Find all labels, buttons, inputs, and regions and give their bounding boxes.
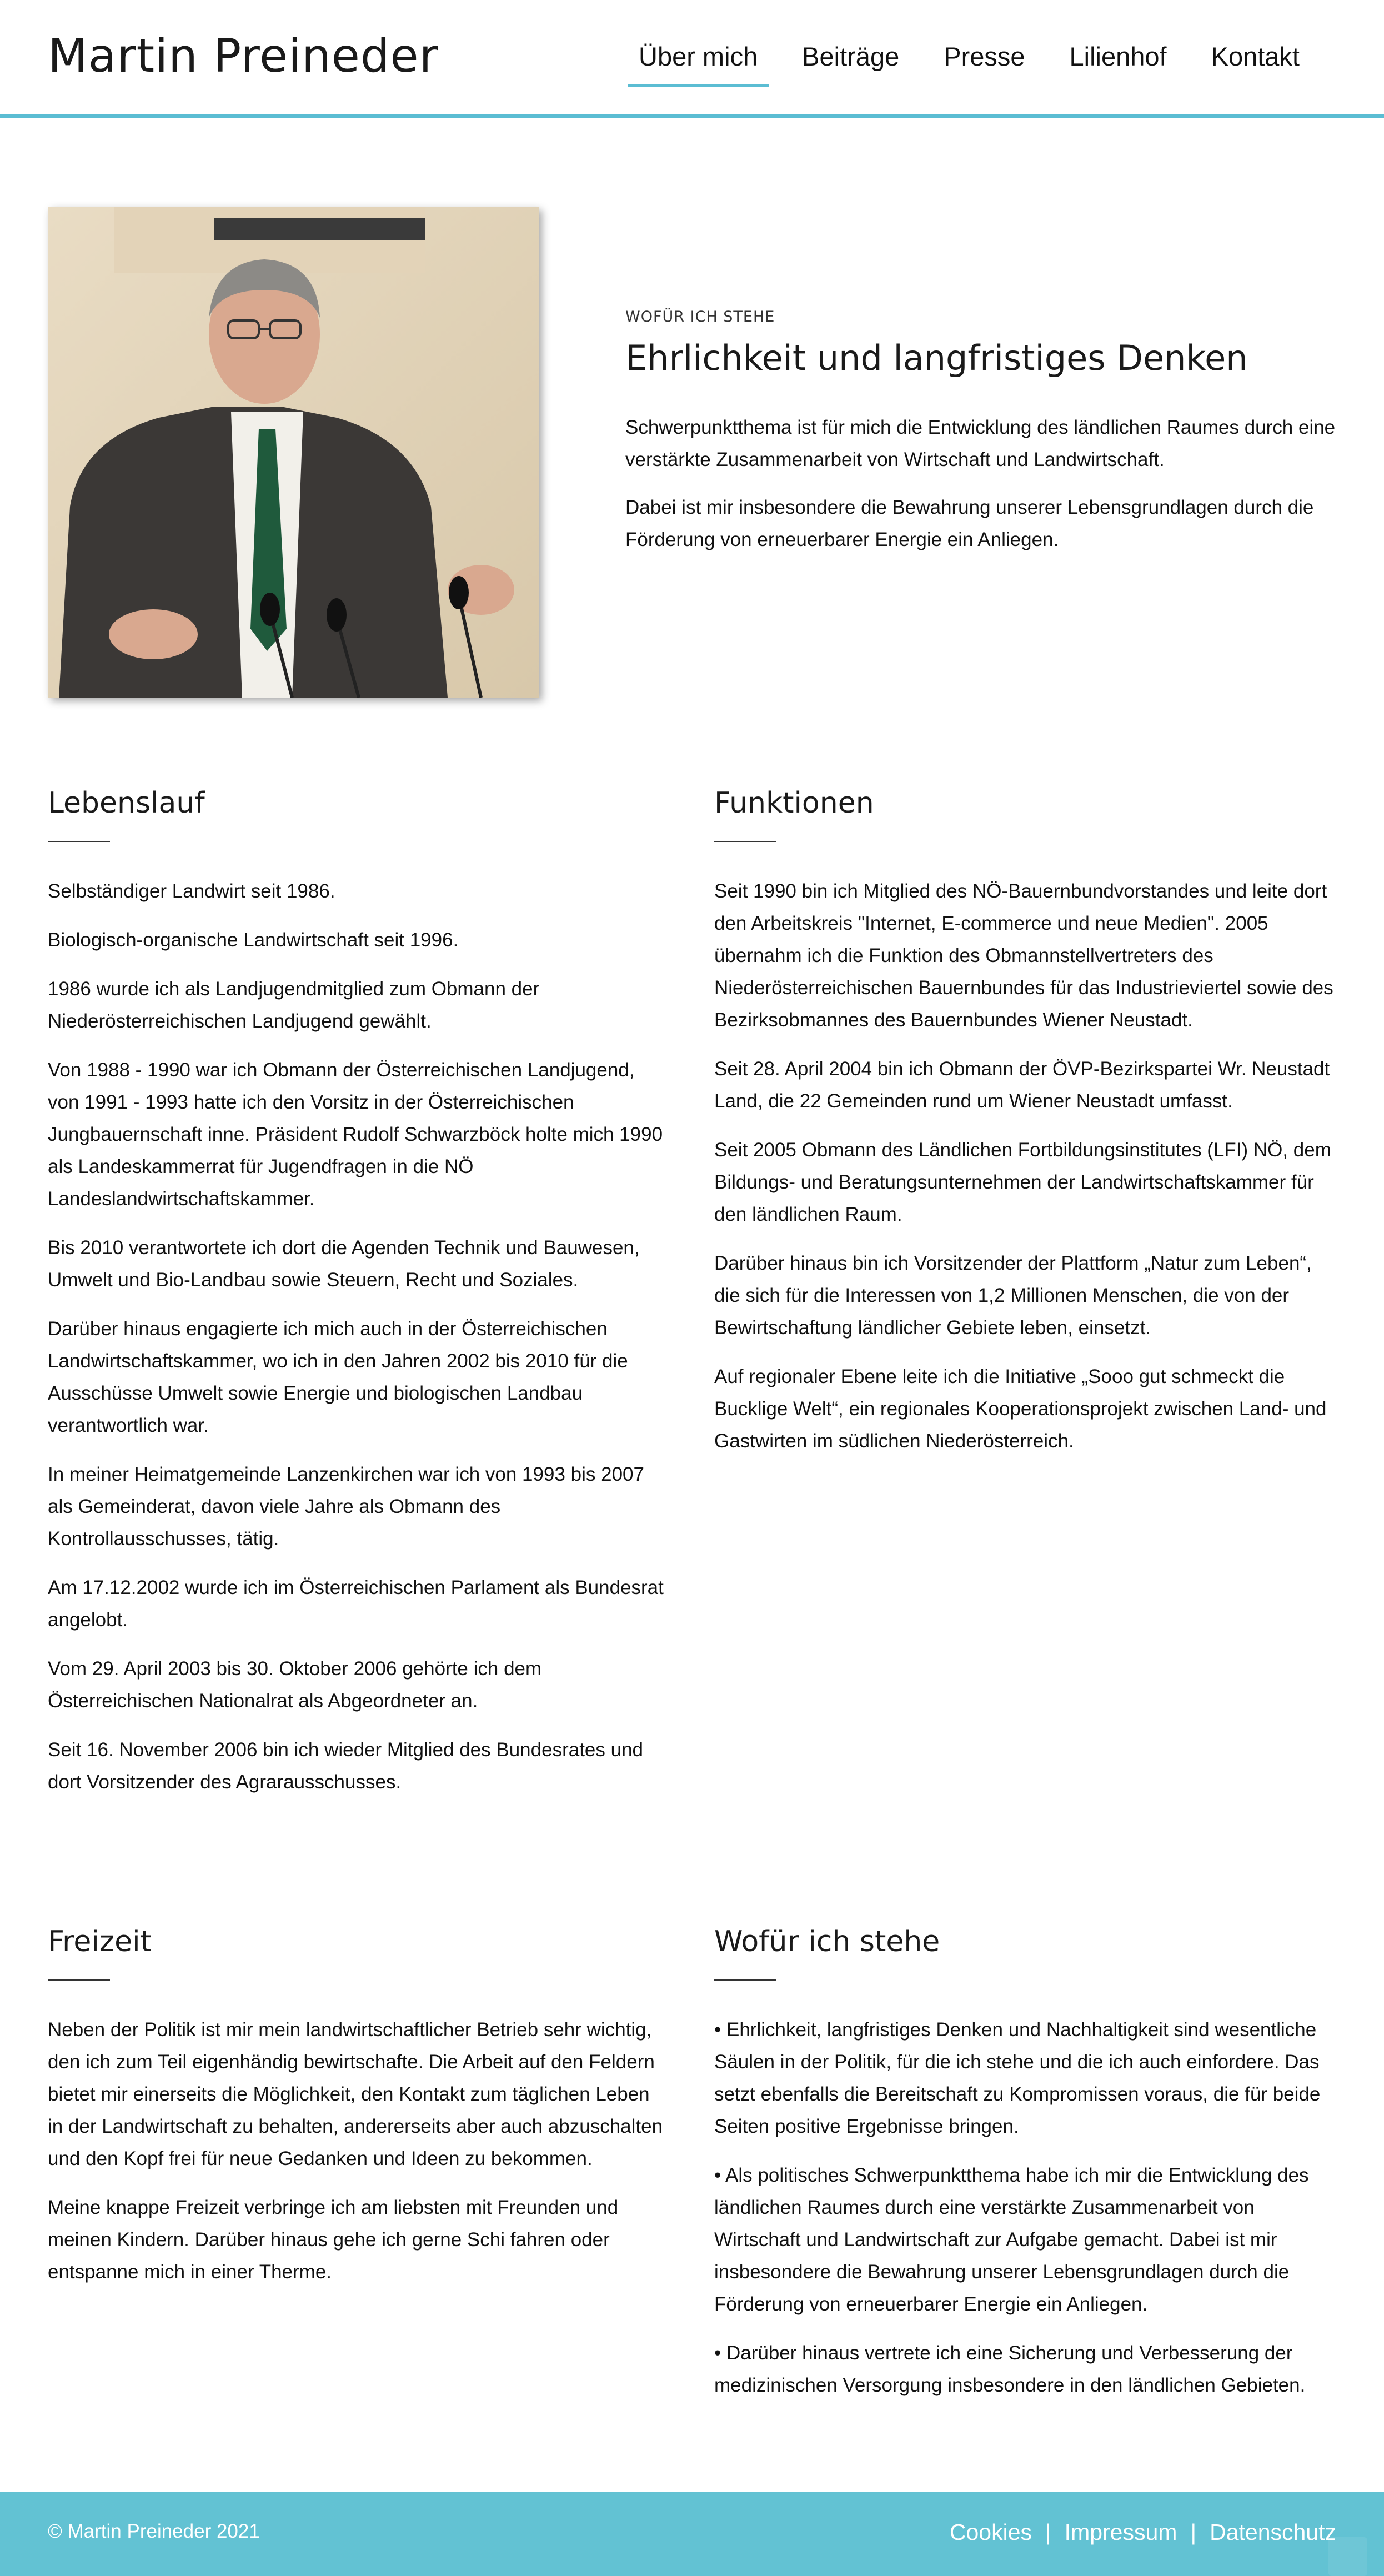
section-lebenslauf xyxy=(48,786,670,1815)
title-divider xyxy=(48,841,110,842)
paragraph: • Darüber hinaus vertrete ich eine Sicherung und Verbesserung der medizinischen Versorgung insbesondere in den ländlichen Gebieten. xyxy=(714,2342,1306,2396)
portrait-photo xyxy=(48,207,539,698)
footer-link-datenschutz[interactable]: Datenschutz xyxy=(1210,2519,1336,2545)
section-wofuer-ich-stehe xyxy=(714,1925,1336,2418)
section-title: Wofür ich stehe xyxy=(714,1925,940,1958)
title-divider xyxy=(48,1979,110,1981)
site-footer xyxy=(0,2492,1384,2576)
footer-link-impressum[interactable]: Impressum xyxy=(1064,2519,1177,2545)
scroll-to-top-button[interactable] xyxy=(1328,2537,1367,2576)
paragraph: Von 1988 - 1990 war ich Obmann der Österreichischen Landjugend, von 1991 - 1993 hatte ich den Vorsitz in der Österreichischen Jungbauernschaft inne. Präsident Rudolf Schwarzböck holte mich 1990 als Landeskammerrat für Jugendfragen in die NÖ Landeslandwirtschaftskammer. xyxy=(48,1059,663,1210)
hero-paragraph: Dabei ist mir insbesondere die Bewahrung unserer Lebensgrundlagen durch die Förderung von erneuerbarer Energie ein Anliegen. xyxy=(625,497,1314,550)
paragraph: Seit 28. April 2004 bin ich Obmann der ÖVP-Bezirkspartei Wr. Neustadt Land, die 22 Gemeinden rund um Wiener Neustadt umfasst. xyxy=(714,1058,1330,1112)
paragraph: Selbständiger Landwirt seit 1986. xyxy=(48,880,335,902)
hero-title: Ehrlichkeit und langfristiges Denken xyxy=(625,338,1248,378)
paragraph: Meine knappe Freizeit verbringe ich am liebsten mit Freunden und meinen Kindern. Darüber hinaus gehe ich gerne Schi fahren oder entspanne mich in einer Therme. xyxy=(48,2197,619,2283)
nav-item-lilienhof[interactable]: Lilienhof xyxy=(1069,42,1167,71)
paragraph: Darüber hinaus bin ich Vorsitzender der Plattform „Natur zum Leben“, die sich für die Interessen von 1,2 Millionen Menschen, die von der Bewirtschaftung ländlicher Gebiete leben, einsetzt. xyxy=(714,1252,1312,1339)
footer-link-cookies[interactable]: Cookies xyxy=(949,2519,1032,2545)
link-separator: | xyxy=(1190,2519,1197,2545)
paragraph: Seit 2005 Obmann des Ländlichen Fortbildungsinstitutes (LFI) NÖ, dem Bildungs- und Beratungsunternehmen der Landwirtschaftskammer für den ländlichen Raum. xyxy=(714,1139,1331,1225)
section-title: Funktionen xyxy=(714,786,874,820)
paragraph: Auf regionaler Ebene leite ich die Initiative „Sooo gut schmeckt die Bucklige Welt“, ein regionales Kooperationsprojekt zwischen Land- und Gastwirten im südlichen Niederösterreich. xyxy=(714,1366,1327,1452)
paragraph: Neben der Politik ist mir mein landwirtschaftlicher Betrieb sehr wichtig, den ich zum Teil eigenhändig bewirtschafte. Die Arbeit auf den Feldern bietet mir einerseits die Möglichkeit, den Kontakt zum täglichen Leben in der Landwirtschaft zu behalten, andererseits aber auch abzuschalten und den Kopf frei für neue Gedanken und Ideen zu bekommen. xyxy=(48,2019,663,2169)
section-funktionen xyxy=(714,786,1336,1474)
paragraph: Biologisch-organische Landwirtschaft seit 1996. xyxy=(48,929,459,951)
paragraph: In meiner Heimatgemeinde Lanzenkirchen war ich von 1993 bis 2007 als Gemeinderat, davon viele Jahre als Obmann des Kontrollausschusses, tätig. xyxy=(48,1464,644,1550)
nav-item-kontakt[interactable]: Kontakt xyxy=(1211,42,1300,71)
paragraph: Seit 1990 bin ich Mitglied des NÖ-Bauernbundvorstandes und leite dort den Arbeitskreis "Internet, E-commerce und neue Medien". 2005 übernahm ich die Funktion des Obmannstellvertreters des Niederösterreichischen Bauernbundes für das Industrieviertel sowie des Bezirksobmannes des Bauernbundes Wiener Neustadt. xyxy=(714,880,1333,1031)
section-freizeit xyxy=(48,1925,670,2305)
paragraph: • Als politisches Schwerpunktthema habe ich mir die Entwicklung des ländlichen Raumes durch eine verstärkte Zusammenarbeit von Wirtschaft und Landwirtschaft zur Aufgabe gemacht. Dabei ist mir insbesondere die Bewahrung unserer Lebensgrundlagen durch die Förderung von erneuerbarer Energie ein Anliegen. xyxy=(714,2164,1309,2315)
title-divider xyxy=(714,841,776,842)
footer-links xyxy=(950,2519,1336,2545)
title-divider xyxy=(714,1979,776,1981)
paragraph: Am 17.12.2002 wurde ich im Österreichischen Parlament als Bundesrat angelobt. xyxy=(48,1577,664,1631)
link-separator: | xyxy=(1045,2519,1051,2545)
site-logo[interactable]: Martin Preineder xyxy=(48,29,439,83)
section-title: Freizeit xyxy=(48,1925,152,1958)
nav-item-ueber-mich[interactable]: Über mich xyxy=(628,39,769,82)
hero-text xyxy=(625,308,1347,556)
copyright-text: © Martin Preineder 2021 xyxy=(48,2520,260,2542)
paragraph: • Ehrlichkeit, langfristiges Denken und Nachhaltigkeit sind wesentliche Säulen in der Politik, für die ich stehe und die ich auch einfordere. Das setzt ebenfalls die Bereitschaft zu Kompromissen voraus, die für beide Seiten positive Ergebnisse bringen. xyxy=(714,2019,1321,2137)
main-nav xyxy=(628,39,1333,82)
nav-item-beitraege[interactable]: Beiträge xyxy=(802,42,900,71)
paragraph: Seit 16. November 2006 bin ich wieder Mitglied des Bundesrates und dort Vorsitzender des Agrarausschusses. xyxy=(48,1739,644,1793)
hero-paragraph: Schwerpunktthema ist für mich die Entwicklung des ländlichen Raumes durch eine verstärkte Zusammenarbeit von Wirtschaft und Landwirtschaft. xyxy=(625,417,1336,470)
nav-item-presse[interactable]: Presse xyxy=(944,42,1025,71)
paragraph: 1986 wurde ich als Landjugendmitglied zum Obmann der Niederösterreichischen Landjugend gewählt. xyxy=(48,978,540,1032)
section-title: Lebenslauf xyxy=(48,786,205,820)
paragraph: Darüber hinaus engagierte ich mich auch in der Österreichischen Landwirtschaftskammer, wo ich in den Jahren 2002 bis 2010 für die Ausschüsse Umwelt sowie Energie und biologischen Landbau verantwortlich war. xyxy=(48,1318,628,1436)
hero-eyebrow: WOFÜR ICH STEHE xyxy=(625,308,775,325)
site-header xyxy=(0,0,1384,118)
paragraph: Bis 2010 verantwortete ich dort die Agenden Technik und Bauwesen, Umwelt und Bio-Landbau sowie Steuern, Recht und Soziales. xyxy=(48,1237,640,1291)
paragraph: Vom 29. April 2003 bis 30. Oktober 2006 gehörte ich dem Österreichischen Nationalrat als Abgeordneter an. xyxy=(48,1658,542,1712)
